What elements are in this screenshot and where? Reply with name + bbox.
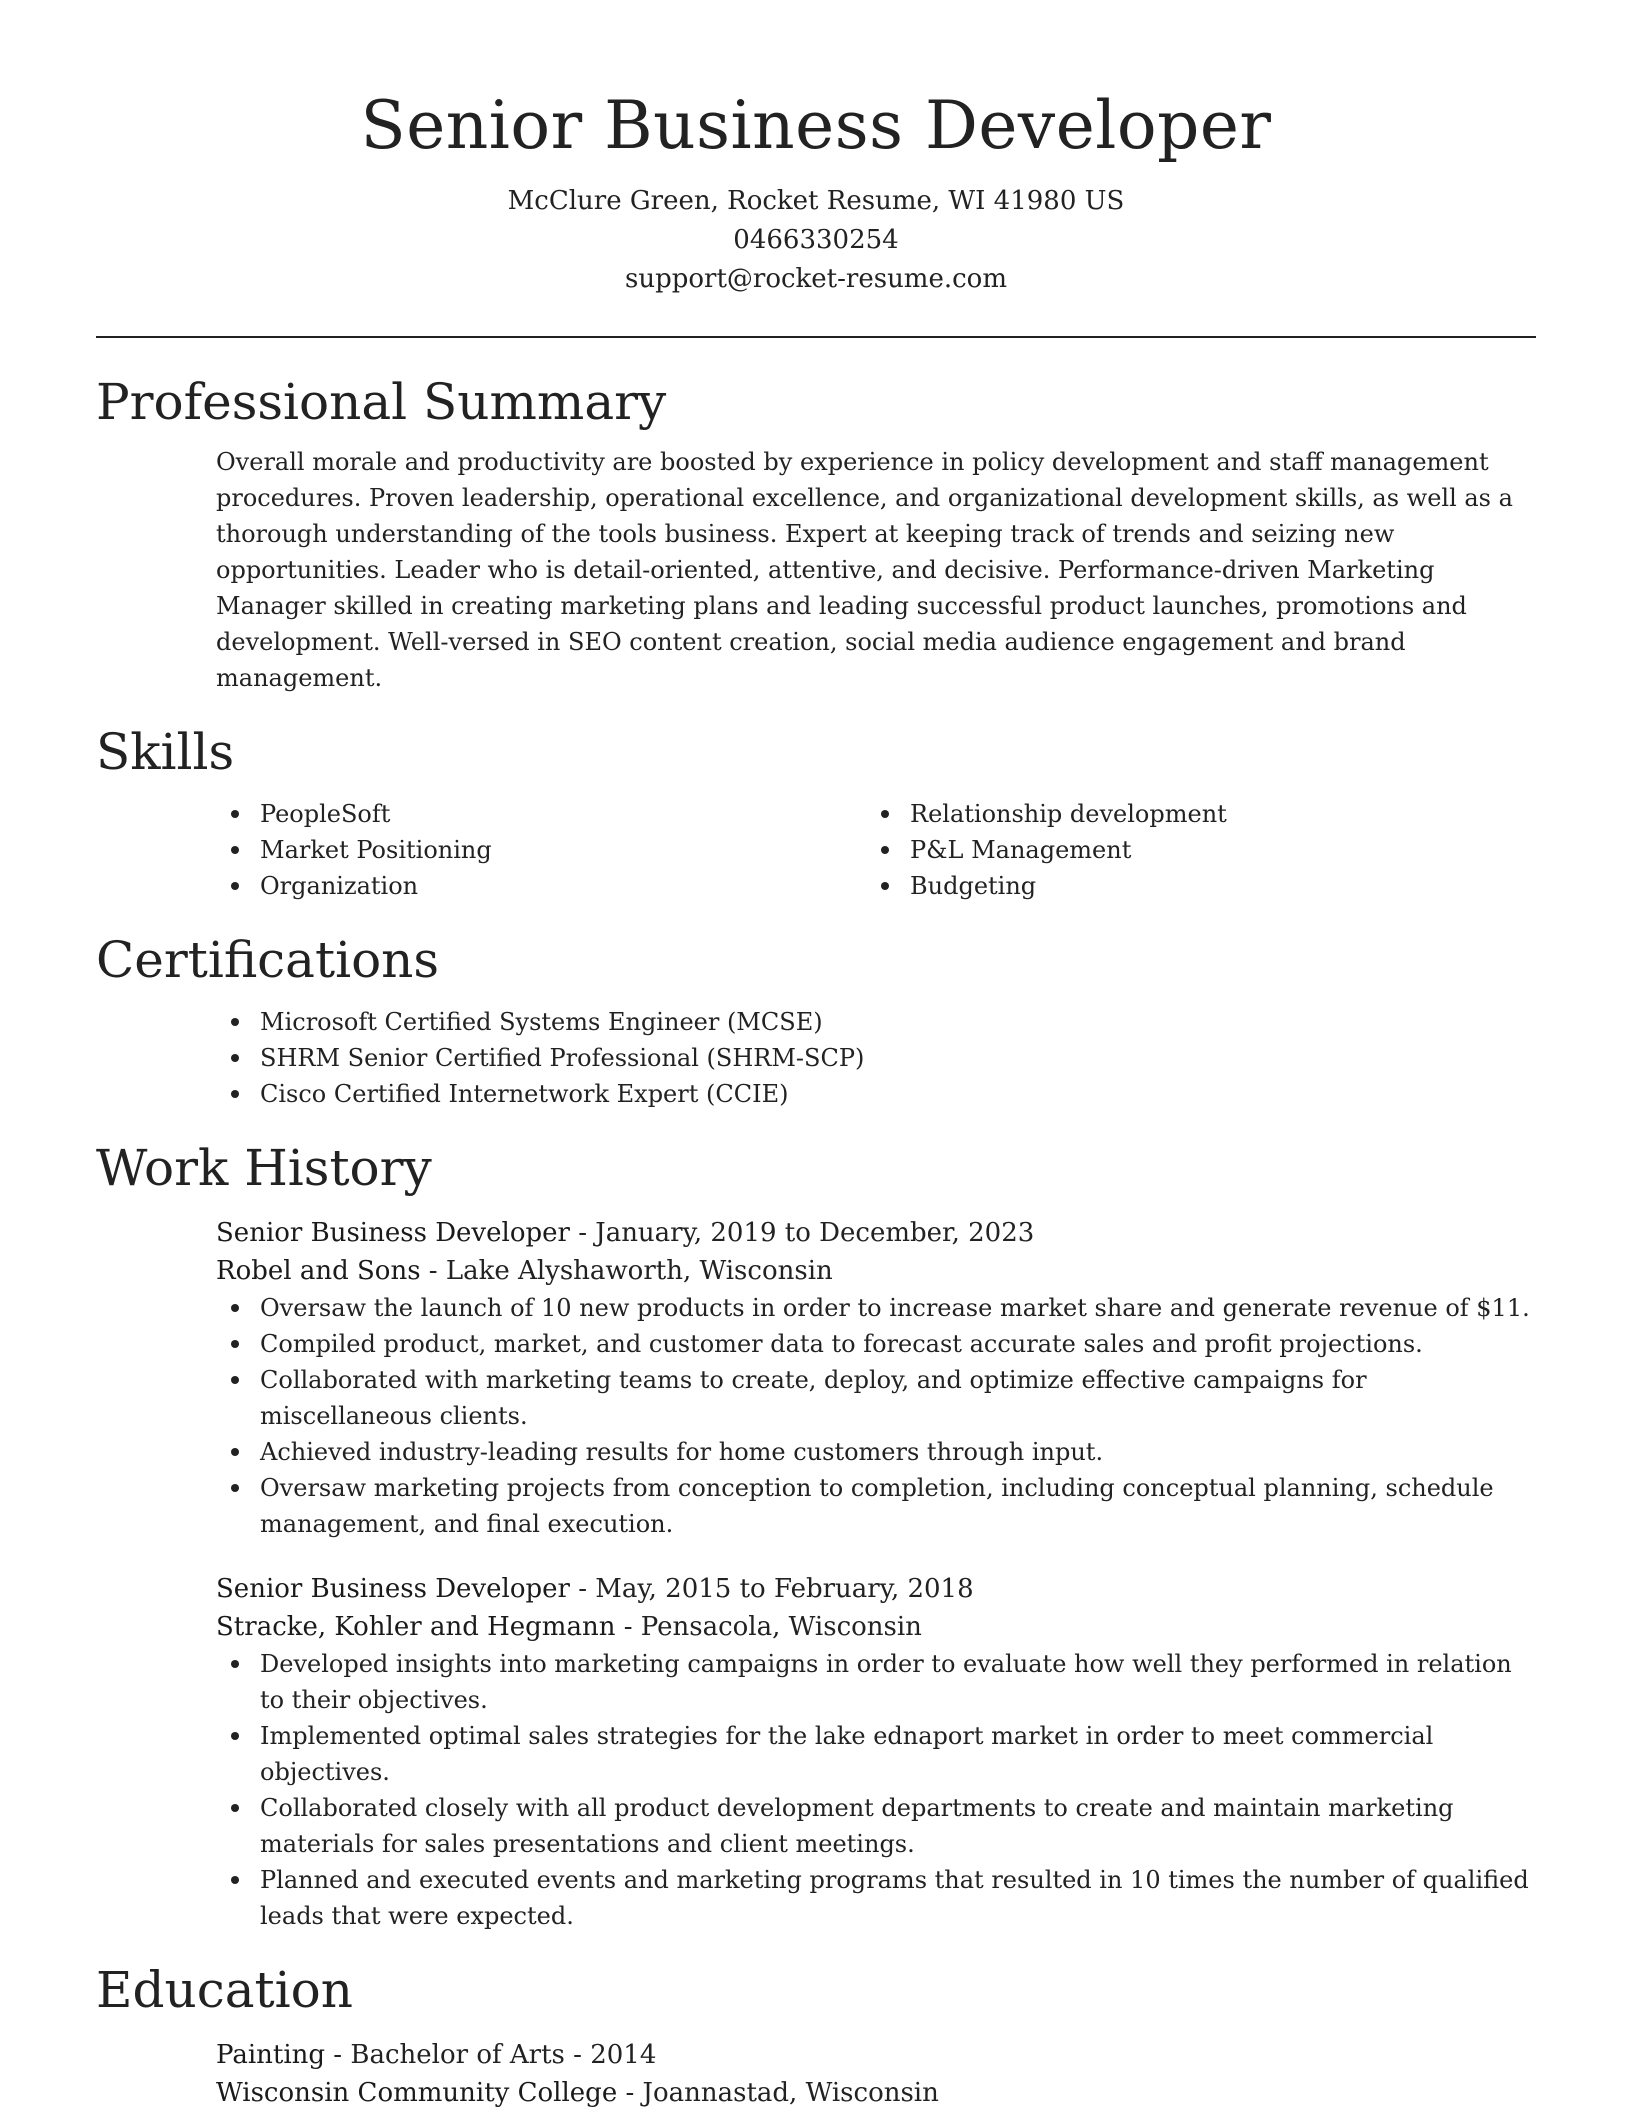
summary-section [96, 366, 1536, 696]
certification-item: SHRM Senior Certified Professional (SHRM-SCP) [260, 1040, 1536, 1076]
certifications-title: Certifications [96, 931, 440, 989]
job-company-line [216, 1608, 1536, 1646]
work-history-title: Work History [96, 1139, 432, 1197]
job-location: Pensacola, Wisconsin [640, 1612, 922, 1642]
skill-item: Relationship development [910, 796, 1516, 832]
skill-item: Organization [260, 868, 866, 904]
job-company-line [216, 1252, 1536, 1290]
certification-item: Microsoft Certified Systems Engineer (MCSE) [260, 1004, 1536, 1040]
candidate-name: Senior Business Developer [360, 87, 1272, 164]
separator: - [325, 2040, 351, 2070]
job-duties-list [216, 1646, 1536, 1934]
separator: - [569, 1574, 596, 1604]
job-title-line [216, 1214, 1536, 1252]
skills-list-left [216, 796, 866, 904]
skills-column-left [216, 796, 866, 904]
skill-item: Market Positioning [260, 832, 866, 868]
header-divider [96, 336, 1536, 338]
certifications-block [216, 1004, 1536, 1112]
certification-item: Cisco Certified Internetwork Expert (CCIE) [260, 1076, 1536, 1112]
education-school-line [216, 2074, 1536, 2112]
job-company: Robel and Sons [216, 1256, 421, 1286]
education-field: Painting [216, 2040, 326, 2070]
contact-address: McClure Green, Rocket Resume, WI 41980 US [507, 186, 1125, 216]
education-location: Joannastad, Wisconsin [642, 2078, 939, 2108]
separator: - [564, 2040, 591, 2070]
education-section [96, 1954, 1536, 2112]
certifications-section [96, 924, 1536, 1112]
education-year: 2014 [590, 2040, 657, 2070]
education-school: Wisconsin Community College [216, 2078, 618, 2108]
skills-list-right [866, 796, 1516, 904]
work-history-section [96, 1132, 1536, 1934]
job-duty: Oversaw marketing projects from conception to completion, including conceptual planning, schedule management, and final execution. [260, 1470, 1536, 1542]
skill-item: Budgeting [910, 868, 1516, 904]
separator: - [569, 1218, 596, 1248]
certifications-list [216, 1004, 1536, 1112]
job-duty: Compiled product, market, and customer data to forecast accurate sales and profit projections. [260, 1326, 1536, 1362]
separator: - [615, 1612, 641, 1642]
summary-title: Professional Summary [96, 373, 667, 431]
job-duty: Collaborated with marketing teams to create, deploy, and optimize effective campaigns for miscellaneous clients. [260, 1362, 1536, 1434]
job-dates: May, 2015 to February, 2018 [595, 1574, 974, 1604]
job-duties-list [216, 1290, 1536, 1542]
education-entry [216, 2036, 1536, 2112]
summary-text: Overall morale and productivity are boosted by experience in policy development and staff management procedures. Proven leadership, operational excellence, and organizational development skills, as well as a thorough understanding of the tools business. Expert at keeping track of trends and seizing new opportunities. Leader who is detail-oriented, attentive, and decisive. Performance-driven Marketing Manager skilled in creating marketing plans and leading successful product launches, promotions and development. Well-versed in SEO content creation, social media audience engagement and brand management. [216, 448, 1513, 692]
resume-header [96, 0, 1536, 299]
job-company: Stracke, Kohler and Hegmann [216, 1612, 616, 1642]
resume-page [96, 0, 1536, 2112]
job-duty: Achieved industry-leading results for home customers through input. [260, 1434, 1536, 1470]
job-duty: Oversaw the launch of 10 new products in order to increase market share and generate revenue of $11. [260, 1290, 1536, 1326]
job-duty: Planned and executed events and marketing programs that resulted in 10 times the number of qualified leads that were expected. [260, 1862, 1536, 1934]
education-title: Education [96, 1961, 353, 2019]
skill-item: PeopleSoft [260, 796, 866, 832]
job-entry [216, 1570, 1536, 1934]
job-title-line [216, 1570, 1536, 1608]
education-degree: Bachelor of Arts [350, 2040, 565, 2070]
contact-block [96, 182, 1536, 299]
contact-email: support@rocket-resume.com [624, 264, 1007, 294]
job-role: Senior Business Developer [216, 1218, 570, 1248]
skills-title: Skills [96, 723, 235, 781]
job-duty: Collaborated closely with all product development departments to create and maintain marketing materials for sales presentations and client meetings. [260, 1790, 1536, 1862]
skills-column-right [866, 796, 1516, 904]
contact-phone: 0466330254 [733, 225, 899, 255]
job-role: Senior Business Developer [216, 1574, 570, 1604]
job-duty: Implemented optimal sales strategies for the lake ednaport market in order to meet commercial objectives. [260, 1718, 1536, 1790]
skill-item: P&L Management [910, 832, 1516, 868]
job-dates: January, 2019 to December, 2023 [595, 1218, 1035, 1248]
separator: - [420, 1256, 446, 1286]
job-entry [216, 1214, 1536, 1542]
job-duty: Developed insights into marketing campaigns in order to evaluate how well they performed in relation to their objectives. [260, 1646, 1536, 1718]
job-location: Lake Alyshaworth, Wisconsin [445, 1256, 833, 1286]
skills-grid [216, 796, 1536, 904]
skills-section [96, 716, 1536, 904]
separator: - [617, 2078, 643, 2108]
education-degree-line [216, 2036, 1536, 2074]
